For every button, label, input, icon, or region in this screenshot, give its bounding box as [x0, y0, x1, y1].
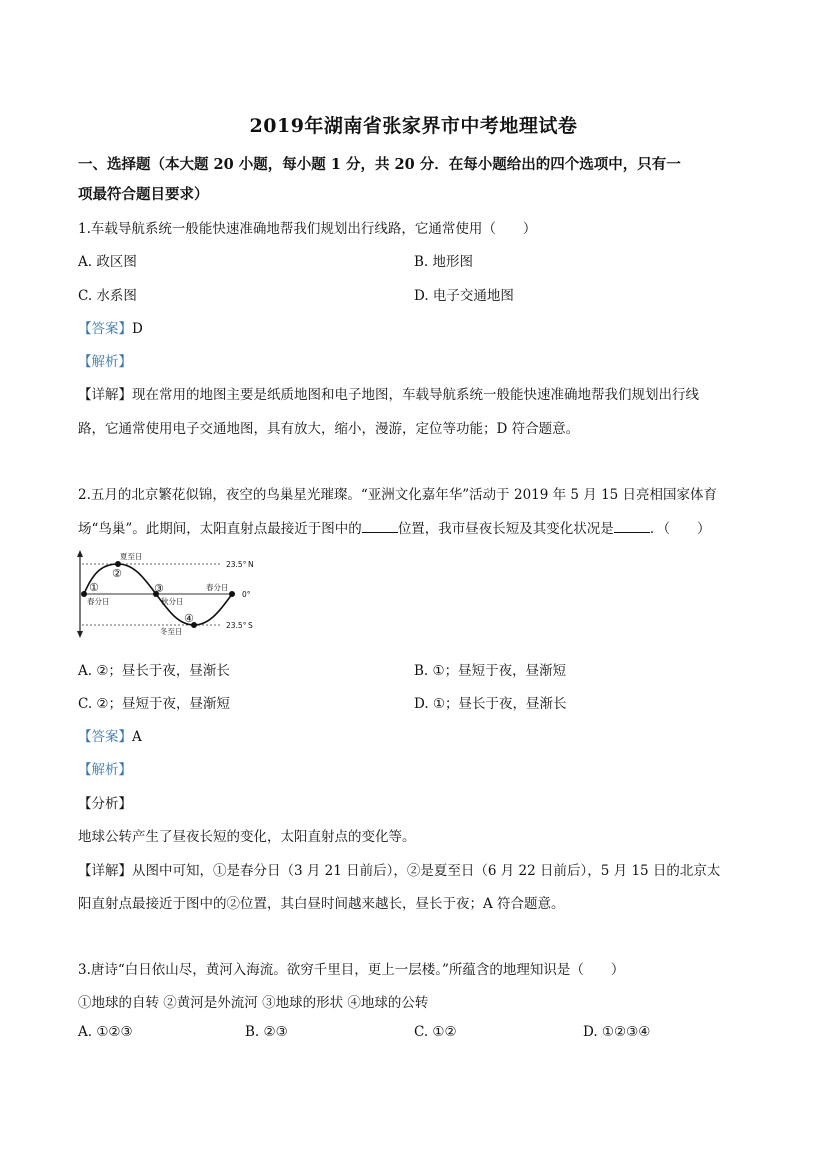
- q2-option-b: B. ①；昼短于夜，昼渐短: [414, 663, 567, 679]
- solar-path-diagram: [74, 548, 264, 640]
- q1-option-b: B. 地形图: [414, 254, 474, 270]
- q2-answer: [78, 725, 142, 745]
- axis-arrow-down: [77, 631, 83, 638]
- label-spring2: 春分日: [206, 583, 229, 592]
- q2-analysis-tag: 【解析】: [78, 762, 132, 778]
- answer-value: D: [132, 321, 143, 337]
- q1-detail-line2: 路，它通常使用电子交通地图，具有放大，缩小，漫游，定位等功能；D 符合题意。: [78, 421, 580, 437]
- q3-option-b: B. ②③: [245, 1024, 288, 1040]
- q2-detail-line1: 【详解】从图中可知，①是春分日（3 月 21 日前后），②是夏至日（6 月 22 日前后），5 月 15 日的北京太: [78, 863, 721, 879]
- q2-option-a: A. ②；昼长于夜，昼渐长: [78, 663, 230, 679]
- label-s: S: [248, 621, 253, 630]
- q3-stem: 3.唐诗“白日依山尽，黄河入海流。欲穷千里目，更上一层楼。”所蕴含的地理知识是（ ）: [78, 962, 625, 978]
- q1-option-a: A. 政区图: [78, 254, 137, 270]
- q2-detail-line2: 阳直射点最接近于图中的②位置，其白昼时间越来越长，昼长于夜；A 符合题意。: [78, 896, 565, 912]
- q1-detail-line1: 【详解】现在常用的地图主要是纸质地图和电子地图，车载导航系统一般能快速准确地帮我们规划出行线: [78, 387, 699, 403]
- q2-fenxi-tag: 【分析】: [78, 796, 132, 812]
- q1-answer: [78, 317, 143, 337]
- axis-arrow-up: [77, 550, 83, 557]
- q2-fenxi-text: 地球公转产生了昼夜长短的变化，太阳直射点的变化等。: [78, 829, 416, 845]
- q3-option-a: A. ①②③: [78, 1024, 133, 1040]
- q1-analysis-tag: 【解析】: [78, 354, 132, 370]
- q2-option-d: D. ①；昼长于夜，昼渐长: [414, 696, 567, 712]
- label-p1: ①: [89, 581, 99, 594]
- q2-option-c: C. ②；昼短于夜，昼渐短: [78, 696, 231, 712]
- q1-option-d: D. 电子交通地图: [414, 288, 514, 304]
- label-lat-zero: 0°: [242, 590, 251, 599]
- q1-stem: 1.车载导航系统一般能快速准确地帮我们规划出行线路，它通常使用（ ）: [78, 221, 537, 237]
- label-summer: 夏至日: [120, 552, 143, 561]
- section-heading-line1: 一、选择题（本大题 20 小题，每小题 1 分，共 20 分．在每小题给出的四个选项中，只有一: [78, 156, 681, 173]
- label-lat-south: 23.5°: [226, 621, 247, 630]
- answer-tag: 【答案】: [78, 729, 132, 745]
- section-heading-line2: 项最符合题目要求）: [78, 186, 209, 203]
- label-winter: 冬至日: [160, 627, 183, 636]
- q2-stem-part1: 场“鸟巢”。此期间，太阳直射点最接近于图中的: [78, 521, 362, 537]
- q2-stem-part2: 位置，我市昼夜长短及其变化状况是: [397, 521, 614, 537]
- label-spring1: 春分日: [87, 597, 110, 606]
- answer-value: A: [132, 729, 142, 745]
- point-spring-equinox-2: [229, 591, 235, 597]
- label-lat-north: 23.5°: [226, 560, 247, 569]
- q2-blank-2: [614, 520, 650, 533]
- q3-option-d: D. ①②③④: [583, 1024, 651, 1040]
- page-title: 2019年湖南省张家界市中考地理试卷: [249, 115, 578, 137]
- q2-stem-part3: ．（ ）: [649, 521, 711, 537]
- label-n: N: [248, 560, 254, 569]
- label-autumn: 秋分日: [161, 597, 184, 606]
- q2-stem-line1: 2.五月的北京繁花似锦，夜空的鸟巢星光璀璨。“亚洲文化嘉年华”活动于 2019 年 5 月 15 日亮相国家体育: [78, 487, 718, 503]
- label-p4: ④: [184, 612, 194, 625]
- q1-option-c: C. 水系图: [78, 288, 137, 304]
- q2-stem-line2: [78, 517, 711, 537]
- q3-option-c: C. ①②: [414, 1024, 457, 1040]
- label-p2: ②: [112, 567, 122, 580]
- label-p3: ③: [154, 582, 164, 595]
- q2-blank-1: [362, 520, 398, 533]
- answer-tag: 【答案】: [78, 321, 132, 337]
- q3-items: ①地球的自转 ②黄河是外流河 ③地球的形状 ④地球的公转: [78, 995, 429, 1011]
